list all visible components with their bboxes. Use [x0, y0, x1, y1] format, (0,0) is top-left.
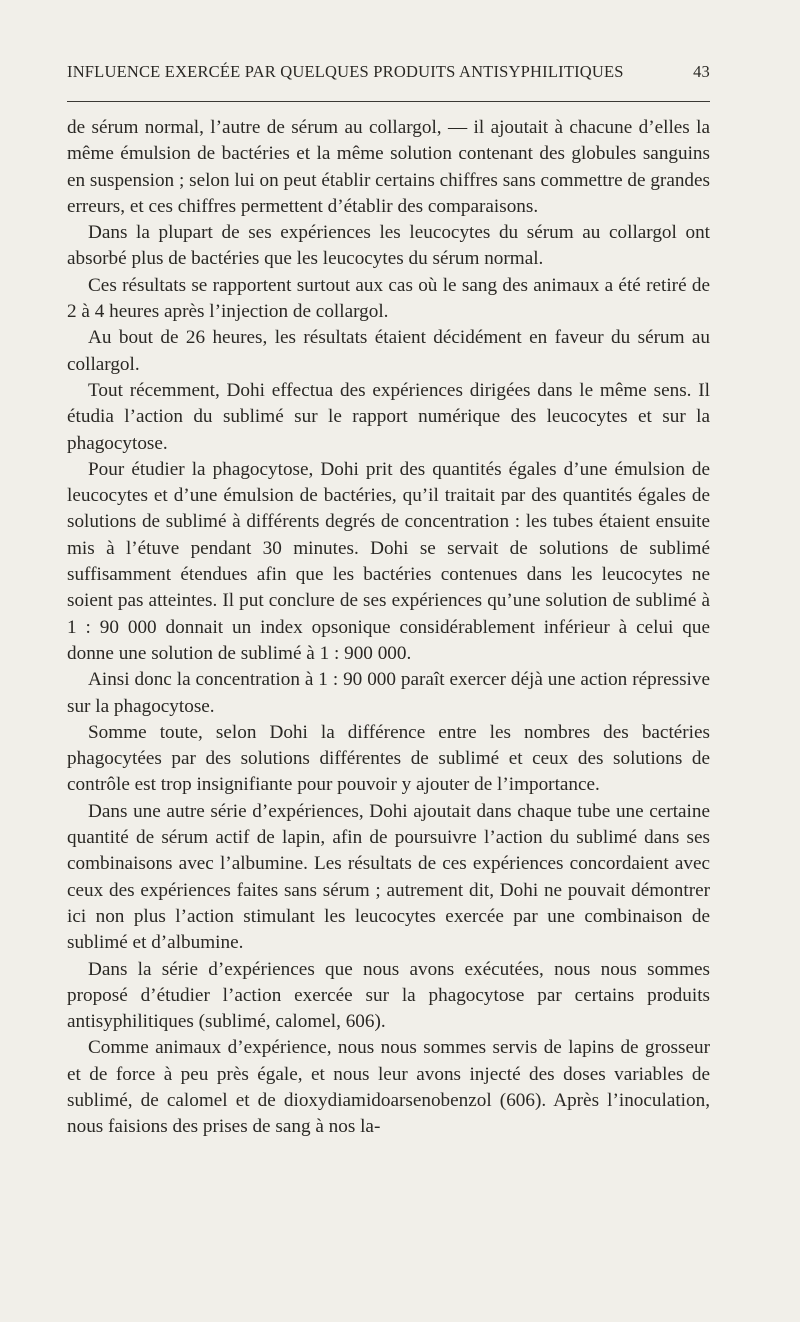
paragraph: Tout récemment, Dohi effectua des expériences dirigées dans le même sens. Il étudia l’action du sublimé sur le rapport numérique des leucocytes et sur la phagocytose.: [67, 379, 710, 454]
body-text: [67, 115, 710, 1141]
paragraph: Dans la plupart de ses expériences les leucocytes du sérum au collargol ont absorbé plus de bactéries que les leucocytes du sérum normal.: [67, 222, 710, 270]
paragraph: Pour étudier la phagocytose, Dohi prit des quantités égales d’une émulsion de leucocytes et d’une émulsion de bactéries, qu’il traitait par des quantités égales de solutions de sublimé à différents degrés de concentration : les tubes étaient ensuite mis à l’étuve pendant 30 minutes. Dohi se servait de solutions de sublimé suffisamment étendues afin que les bactéries contenues dans les leucocytes ne soient pas atteintes. Il put conclure de ses expériences qu’une solution de sublimé à 1 : 90 000 donnait un index opsonique considérablement inférieur à celui que donne une solution de sublimé à 1 : 900 000.: [67, 458, 710, 664]
page-number: 43: [693, 62, 710, 81]
paragraph: Somme toute, selon Dohi la différence entre les nombres des bactéries phagocytées par des solutions différentes de sublimé et ceux des solutions de contrôle est trop insignifiante pour pouvoir y ajouter de l’importance.: [67, 721, 710, 796]
paragraph: Comme animaux d’expérience, nous nous sommes servis de lapins de grosseur et de force à peu près égale, et nous leur avons injecté des doses variables de sublimé, de calomel et de dioxydiamidoarsenobenzol (606). Après l’inoculation, nous faisions des prises de sang à nos la-: [67, 1037, 710, 1138]
running-head: [67, 62, 710, 82]
paragraph: Dans une autre série d’expériences, Dohi ajoutait dans chaque tube une certaine quantité de sérum actif de lapin, afin de poursuivre l’action du sublimé dans ses combinaisons avec l’albumine. Les résultats de ces expériences concordaient avec ceux des expériences faites sans sérum ; autrement dit, Dohi ne pouvait démontrer ici non plus l’action stimulant les leucocytes exercée par une combinaison de sublimé et d’albumine.: [67, 800, 710, 954]
paragraph-continuation: de sérum normal, l’autre de sérum au collargol, — il ajoutait à chacune d’elles la même émulsion de bactéries et la même solution contenant des globules sanguins en suspension ; selon lui on peut établir certains chiffres sans commettre de grandes erreurs, et ces chiffres permettent d’établir des comparaisons.: [67, 117, 710, 217]
paragraph: Ainsi donc la concentration à 1 : 90 000 paraît exercer déjà une action répressive sur la phagocytose.: [67, 669, 710, 717]
paragraph: Ces résultats se rapportent surtout aux cas où le sang des animaux a été retiré de 2 à 4 heures après l’injection de collargol.: [67, 274, 710, 323]
paragraph: Dans la série d’expériences que nous avons exécutées, nous nous sommes proposé d’étudier l’action exercée sur la phagocytose par certains produits antisyphilitiques (sublimé, calomel, 606).: [67, 958, 710, 1033]
paragraph: Au bout de 26 heures, les résultats étaient décidément en faveur du sérum au collargol.: [67, 327, 710, 375]
header-rule: [67, 101, 710, 102]
running-head-title: INFLUENCE EXERCÉE PAR QUELQUES PRODUITS ANTISYPHILITIQUES: [67, 62, 624, 81]
